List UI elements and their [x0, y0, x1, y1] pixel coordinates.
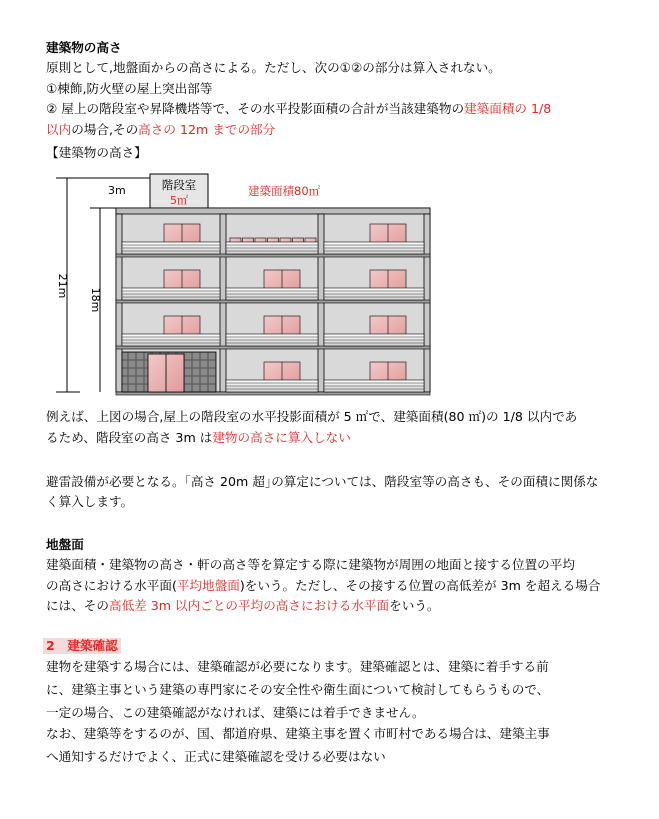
- ground-level-text-3: には、その高低差 3m 以内ごとの平均の高さにおける水平面をいう。: [46, 598, 440, 613]
- confirmation-text-1: 建物を建築する場合には、建築確認が必要になります。建築確認とは、建築に着手する前: [46, 659, 549, 674]
- exception-item-2-cont: 以内の場合,その高さの 12m までの部分: [46, 122, 276, 137]
- confirmation-text-3: 一定の場合、この建築確認がなければ、建築には着手できません。: [46, 705, 425, 720]
- section-heading-building-height: 建築物の高さ: [46, 40, 122, 55]
- floor-slab: [116, 346, 430, 349]
- confirmation-text-4: なお、建築等をするのが、国、都道府県、建築主事を置く市町村である場合は、建築主事: [46, 726, 550, 741]
- floor-slab: [116, 300, 430, 303]
- figure-caption: 【建築物の高さ】: [46, 145, 147, 160]
- floor-slab: [116, 392, 430, 395]
- stair-area-label: 5㎡: [170, 194, 188, 207]
- section-heading-ground-level: 地盤面: [46, 537, 84, 552]
- example-text-2: るため、階段室の高さ 3m は建物の高さに算入しない: [46, 430, 351, 445]
- stair-height-label: 3m: [108, 184, 126, 197]
- total-height-label: 21m: [56, 273, 69, 299]
- example-text-1: 例えば、上図の場合,屋上の階段室の水平投影面積が 5 ㎡で、建築面積(80 ㎡)の 1/8 以内であ: [46, 409, 578, 424]
- ground-level-text-2: の高さにおける水平面(平均地盤面)をいう。ただし、その接する位置の高低差が 3m を超える場合: [46, 578, 601, 593]
- stair-house-label: 階段室: [161, 178, 197, 192]
- building-height-label: 18m: [89, 287, 102, 313]
- confirmation-text-5: へ通知するだけでよく、正式に建築確認を受ける必要はない: [46, 749, 386, 764]
- building-height-figure: [40, 168, 440, 400]
- exception-item-1: ①棟飾,防火壁の屋上突出部等: [46, 81, 213, 96]
- floor-slab: [116, 254, 430, 257]
- section-heading-building-confirmation: 2 建築確認: [43, 638, 121, 654]
- confirmation-text-2: に、建築主事という建築の専門家にその安全性や衛生面について検討してもらうもので、: [46, 682, 550, 697]
- lightning-note-2: く算入します。: [46, 494, 134, 509]
- rule-text: 原則として,地盤面からの高さによる。ただし、次の①②の部分は算入されない。: [46, 60, 501, 75]
- ground-level-text-1: 建築面積・建築物の高さ・軒の高さ等を算定する際に建築物が周囲の地面と接する位置の平均: [46, 557, 575, 572]
- lightning-note-1: 避雷設備が必要となる。｢高さ 20m 超｣の算定については、階段室等の高さも、その面積に関係な: [46, 474, 599, 489]
- building-area-label: 建築面積80㎡: [248, 184, 321, 198]
- exception-item-2: ② 屋上の階段室や昇降機塔等で、その水平投影面積の合計が当該建築物の建築面積の 1/8: [46, 101, 552, 116]
- roof-slab: [116, 208, 430, 214]
